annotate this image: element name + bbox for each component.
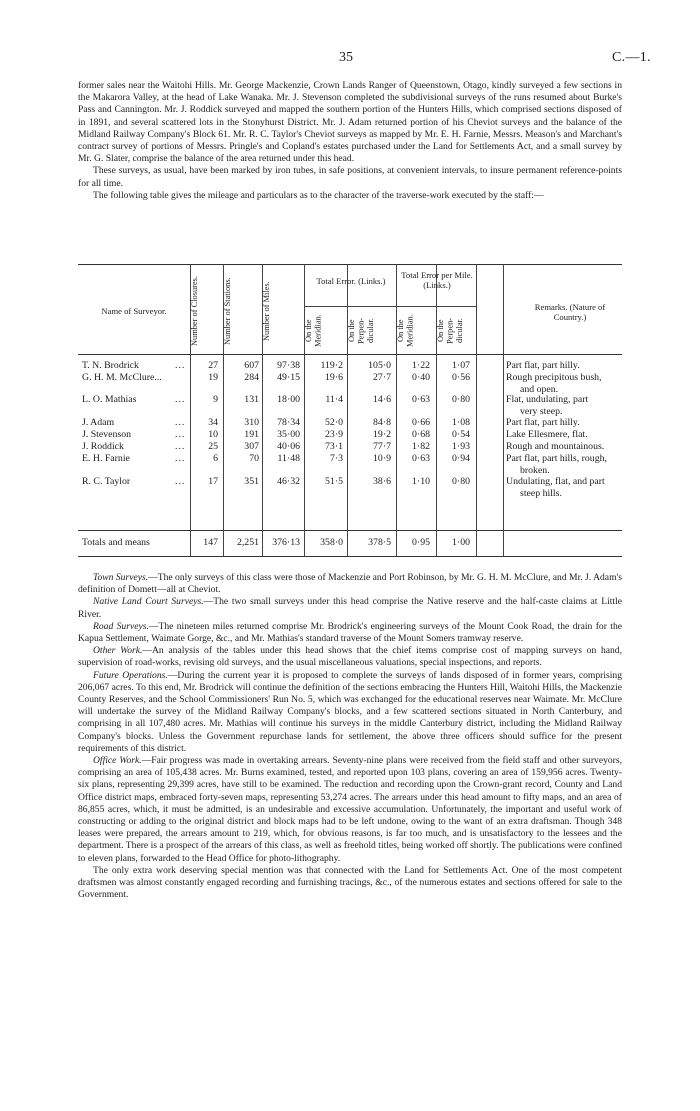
- col-divider: [436, 264, 437, 556]
- header-perpendicular: On the Perpen-dicular.: [347, 317, 376, 345]
- cell-pm-perp: 0·80: [452, 476, 470, 487]
- table-header-rule: [78, 354, 622, 355]
- cell-err-mer: 51·5: [325, 476, 343, 487]
- header-stations: Number of Stations.: [223, 277, 232, 345]
- remarks-line: Flat, undulating, part: [506, 394, 589, 405]
- totals-pm-perp: 1·00: [452, 537, 470, 548]
- intro-paragraph-3: The following table gives the mileage and particulars as to the character of the traverse-work executed by the staff:—: [93, 189, 544, 201]
- remarks-cell: [506, 394, 622, 417]
- cell-pm-mer: 1·22: [412, 360, 430, 371]
- totals-stations: 2,251: [236, 537, 259, 548]
- cell-pm-perp: 0·94: [452, 453, 470, 464]
- surveyor-name: J. Stevenson: [82, 429, 131, 440]
- cell-stations: 607: [244, 360, 259, 371]
- header-pm-meridian: On the Meridian.: [396, 314, 415, 348]
- cell-closures: 6: [213, 453, 218, 464]
- cell-err-mer: 52·0: [325, 417, 343, 428]
- future-operations-paragraph: [78, 670, 622, 755]
- road-surveys-paragraph: [78, 621, 622, 645]
- remarks-line: Part flat, part hilly.: [506, 360, 580, 371]
- cell-stations: 70: [249, 453, 259, 464]
- remarks-line: Lake Ellesmere, flat.: [506, 429, 588, 440]
- cell-miles: 97·38: [277, 360, 300, 371]
- totals-err-mer: 358·0: [320, 537, 343, 548]
- cell-closures: 25: [208, 441, 218, 452]
- remarks-line: and open.: [520, 383, 559, 395]
- other-work-paragraph: [78, 645, 622, 669]
- cell-stations: 191: [244, 429, 259, 440]
- totals-label: Totals and means: [82, 537, 150, 548]
- cell-miles: 46·32: [277, 476, 300, 487]
- remarks-cell: [506, 429, 622, 441]
- remarks-cell: [506, 360, 622, 372]
- intro-text: [78, 80, 622, 202]
- cell-miles: 35·00: [277, 429, 300, 440]
- cell-pm-mer: 1·10: [412, 476, 430, 487]
- remarks-line: Rough precipitous bush,: [506, 372, 602, 383]
- cell-err-mer: 73·1: [325, 441, 343, 452]
- cell-stations: 310: [244, 417, 259, 428]
- other-work-body: —An analysis of the tables under this head shows that the chief items comprise cost of mapping surveys on hand, supervision of road-works, revising old surveys, and the usual miscellaneous valuations, special inspections, and reports.: [78, 645, 622, 669]
- cell-pm-mer: 0·40: [412, 372, 430, 383]
- remarks-cell: [506, 453, 622, 476]
- remarks-line: Undulating, flat, and part: [506, 476, 605, 487]
- cell-pm-mer: 0·68: [412, 429, 430, 440]
- cell-err-perp: 10·9: [373, 453, 391, 464]
- native-surveys-body: —The two small surveys under this head comprise the Native reserve and the half-caste claims at Little River.: [78, 596, 622, 620]
- col-divider: [476, 264, 477, 556]
- native-surveys-heading: Native Land Court Surveys.: [93, 596, 204, 608]
- town-surveys-body: —The only surveys of this class were those of Mackenzie and Port Robinson, by Mr. G. H. M. McClure, and Mr. J. Adam's definition of Domett—all at Cheviot.: [78, 572, 622, 596]
- cell-miles: 11·48: [277, 453, 300, 464]
- remarks-cell: [506, 372, 622, 395]
- cell-err-mer: 23·9: [325, 429, 343, 440]
- cell-miles: 78·34: [277, 417, 300, 428]
- cell-err-mer: 7·3: [329, 453, 343, 464]
- col-divider: [347, 264, 348, 556]
- remarks-line: very steep.: [520, 405, 563, 417]
- cell-closures: 19: [208, 372, 218, 383]
- header-error-per-mile: Total Error per Mile. (Links.): [401, 270, 473, 290]
- future-operations-heading: Future Operations.: [93, 669, 168, 681]
- table-bottom-rule: [78, 556, 622, 557]
- header-remarks: Remarks. (Nature of Country.): [534, 302, 606, 322]
- totals-closures: 147: [203, 537, 218, 548]
- intro-paragraph-1: former sales near the Waitohi Hills. Mr. George Mackenzie, Crown Lands Ranger of Queenstown, Otago, kindly surveyed a few sections in the Makarora Valley, at the head of Lake Wanaka. Mr. J. Stevenson completed the subdivisional surveys of the runs resumed about Burke's Pass and Cannington. Mr. J. Roddick surveyed and mapped the southern portion of the Hunters Hills, which comprised sections disposed of in 1891, and several scattered lots in the Stonyhurst District. Mr. J. Adam returned portion of his Cheviot surveys and the balance of the Midland Railway Company's Block 61. Mr. R. C. Taylor's Cheviot surveys as mapped by Mr. E. H. Farnie, Messrs. Meason's and Marchant's contract survey of portions of Messrs. Pringle's and Copland's estates purchased under the Land for Settlements Act, and a small survey by Mr. G. Slater, comprise the balance of the area returned under this head.: [78, 80, 622, 165]
- cell-closures: 10: [208, 429, 218, 440]
- office-work-body: —Fair progress was made in overtaking arrears. Seventy-nine plans were received from the field staff and other surveyors, comprising an area of 105,438 acres. Mr. Burns examined, tested, and reported upon 103 plans, covering an area of 159,956 acres. Twenty-six plans, representing 29,399 acres, have still to be examined. The reduction and recording upon the Crown-grant record, County and Land Office district maps, embraced forty-seven maps, representing 53,274 acres. The arrears under this head amount to fifty maps, and an area of 86,855 acres, which, it must be admitted, is an undesirable and excessive accumulation. Unfortunately, the important and useful work of constructing or adding to the original district and block maps had to be left undone, owing to the want of an extra draftsman. Though 348 leases were prepared, the arrears amount to 219, which, for obvious reasons, is far too much, and is unsatisfactory to the lessees and the department. There is a prospect of the arrears of this class, as well as freehold titles, being worked off shortly. The publications were confined to eleven plans, forwarded to the Head Office for photo-lithography.: [78, 755, 622, 864]
- cell-closures: 17: [208, 476, 218, 487]
- cell-miles: 40·06: [277, 441, 300, 452]
- remarks-line: broken.: [520, 464, 550, 476]
- cell-pm-mer: 0·63: [412, 453, 430, 464]
- table-top-rule: [78, 264, 622, 265]
- group-rule: [304, 306, 396, 307]
- leader-dots: ...: [175, 429, 186, 440]
- sections-text: [78, 572, 622, 901]
- cell-err-perp: 84·8: [373, 417, 391, 428]
- cell-err-mer: 19·6: [325, 372, 343, 383]
- cell-pm-perp: 1·07: [452, 360, 470, 371]
- cell-pm-perp: 0·80: [452, 394, 470, 405]
- remarks-line: Part flat, part hilly.: [506, 417, 580, 428]
- cell-pm-perp: 1·08: [452, 417, 470, 428]
- col-divider: [396, 264, 397, 556]
- remarks-cell: [506, 441, 622, 453]
- leader-dots: ...: [175, 394, 186, 405]
- road-surveys-heading: Road Surveys.: [93, 620, 149, 632]
- remarks-line: steep hills.: [520, 487, 562, 499]
- table-totals-rule: [78, 530, 622, 531]
- cell-closures: 27: [208, 360, 218, 371]
- surveyor-name: J. Adam: [82, 417, 115, 428]
- surveyor-name: L. O. Mathias: [82, 394, 137, 405]
- road-surveys-body: —The nineteen miles returned comprise Mr. Brodrick's engineering surveys of the Mount Cook Road, the drain for the Kapua Settlement, Waimate Gorge, &c., and Mr. Mathias's standard traverse of the Mount Somers tramway reserve.: [78, 620, 622, 645]
- cell-pm-perp: 0·54: [452, 429, 470, 440]
- header-miles: Number of Miles.: [262, 281, 271, 341]
- cell-pm-perp: 1·93: [452, 441, 470, 452]
- cell-pm-perp: 0·56: [452, 372, 470, 383]
- group-rule: [396, 306, 476, 307]
- cell-err-perp: 77·7: [373, 441, 391, 452]
- cell-miles: 49·15: [277, 372, 300, 383]
- totals-miles: 376·13: [272, 537, 300, 548]
- cell-pm-mer: 1·82: [412, 441, 430, 452]
- cell-pm-mer: 0·63: [412, 394, 430, 405]
- cell-err-perp: 19·2: [373, 429, 391, 440]
- remarks-cell: [506, 417, 622, 429]
- intro-paragraph-2: These surveys, as usual, have been marked by iron tubes, in safe positions, at convenient intervals, to insure permanent reference-points for all time.: [78, 165, 622, 189]
- page-number: 35: [339, 50, 353, 65]
- cell-closures: 34: [208, 417, 218, 428]
- cell-miles: 18·00: [277, 394, 300, 405]
- office-work-paragraph: [78, 755, 622, 865]
- cell-err-perp: 38·6: [373, 476, 391, 487]
- native-surveys-paragraph: [78, 596, 622, 620]
- cell-err-perp: 27·7: [373, 372, 391, 383]
- page-reference: C.—1.: [612, 50, 651, 65]
- surveyor-name: R. C. Taylor: [82, 476, 131, 487]
- surveyor-name: E. H. Farnie: [82, 453, 130, 464]
- header-pm-perpendicular: On the Perpen-dicular.: [436, 317, 465, 345]
- leader-dots: ...: [175, 453, 186, 464]
- surveyor-name: J. Roddick: [82, 441, 124, 452]
- header-total-error: Total Error. (Links.): [316, 276, 386, 286]
- totals-err-perp: 378·5: [368, 537, 391, 548]
- future-operations-body: —During the current year it is proposed to complete the surveys of lands disposed of in former years, comprising 206,067 acres. To this end, Mr. Brodrick will continue the definition of the sections embracing the Hunters Hill, Waitohi Hills, the Mackenzie County Reserves, and the School Commissioners' Run No. 5, which was exchanged for the educational reserves near Waimate. Mr. McClure will undertake the survey of the Midland Railway Company's blocks, and a few scattered sections situated in North Canterbury, and comprising in all 107,480 acres. Mr. Mathias will continue his surveys in the middle Canterbury district, including the Midland Railway Company's blocks. Unless the Government repurchase lands for settlement, the above three officers should suffice for the present requirements of this district.: [78, 669, 622, 754]
- cell-stations: 351: [244, 476, 259, 487]
- header-closures: Number of Closures.: [190, 276, 199, 347]
- col-divider: [304, 264, 305, 556]
- cell-pm-mer: 0·66: [412, 417, 430, 428]
- cell-err-mer: 119·2: [320, 360, 343, 371]
- surveyor-name: T. N. Brodrick: [82, 360, 139, 371]
- leader-dots: ...: [175, 417, 186, 428]
- cell-err-mer: 11·4: [325, 394, 343, 405]
- other-work-heading: Other Work.: [93, 645, 143, 657]
- leader-dots: ...: [175, 441, 186, 452]
- cell-err-perp: 105·0: [368, 360, 391, 371]
- town-surveys-heading: Town Surveys.: [93, 572, 149, 583]
- surveyor-name: G. H. M. McClure...: [82, 372, 162, 383]
- cell-stations: 307: [244, 441, 259, 452]
- cell-closures: 9: [213, 394, 218, 405]
- remarks-line: Rough and mountainous.: [506, 441, 605, 452]
- leader-dots: ...: [175, 360, 186, 371]
- office-work-heading: Office Work.: [93, 755, 142, 767]
- traverse-table: [78, 264, 622, 566]
- cell-stations: 131: [244, 394, 259, 405]
- remarks-cell: [506, 476, 622, 499]
- header-name: Name of Surveyor.: [101, 306, 167, 316]
- col-divider: [503, 264, 504, 556]
- cell-err-perp: 14·6: [373, 394, 391, 405]
- header-meridian: On the Meridian.: [304, 314, 323, 348]
- cell-stations: 284: [244, 372, 259, 383]
- remarks-line: Part flat, part hills, rough,: [506, 453, 607, 464]
- leader-dots: ...: [175, 476, 186, 487]
- final-paragraph: The only extra work deserving special mention was that connected with the Land for Settlements Act. One of the most competent draftsmen was almost constantly engaged recording and furnishing tracings, &c., of the numerous estates and sections offered for sale to the Government.: [78, 864, 622, 901]
- town-surveys-paragraph: [78, 572, 622, 596]
- totals-pm-mer: 0·95: [412, 537, 430, 548]
